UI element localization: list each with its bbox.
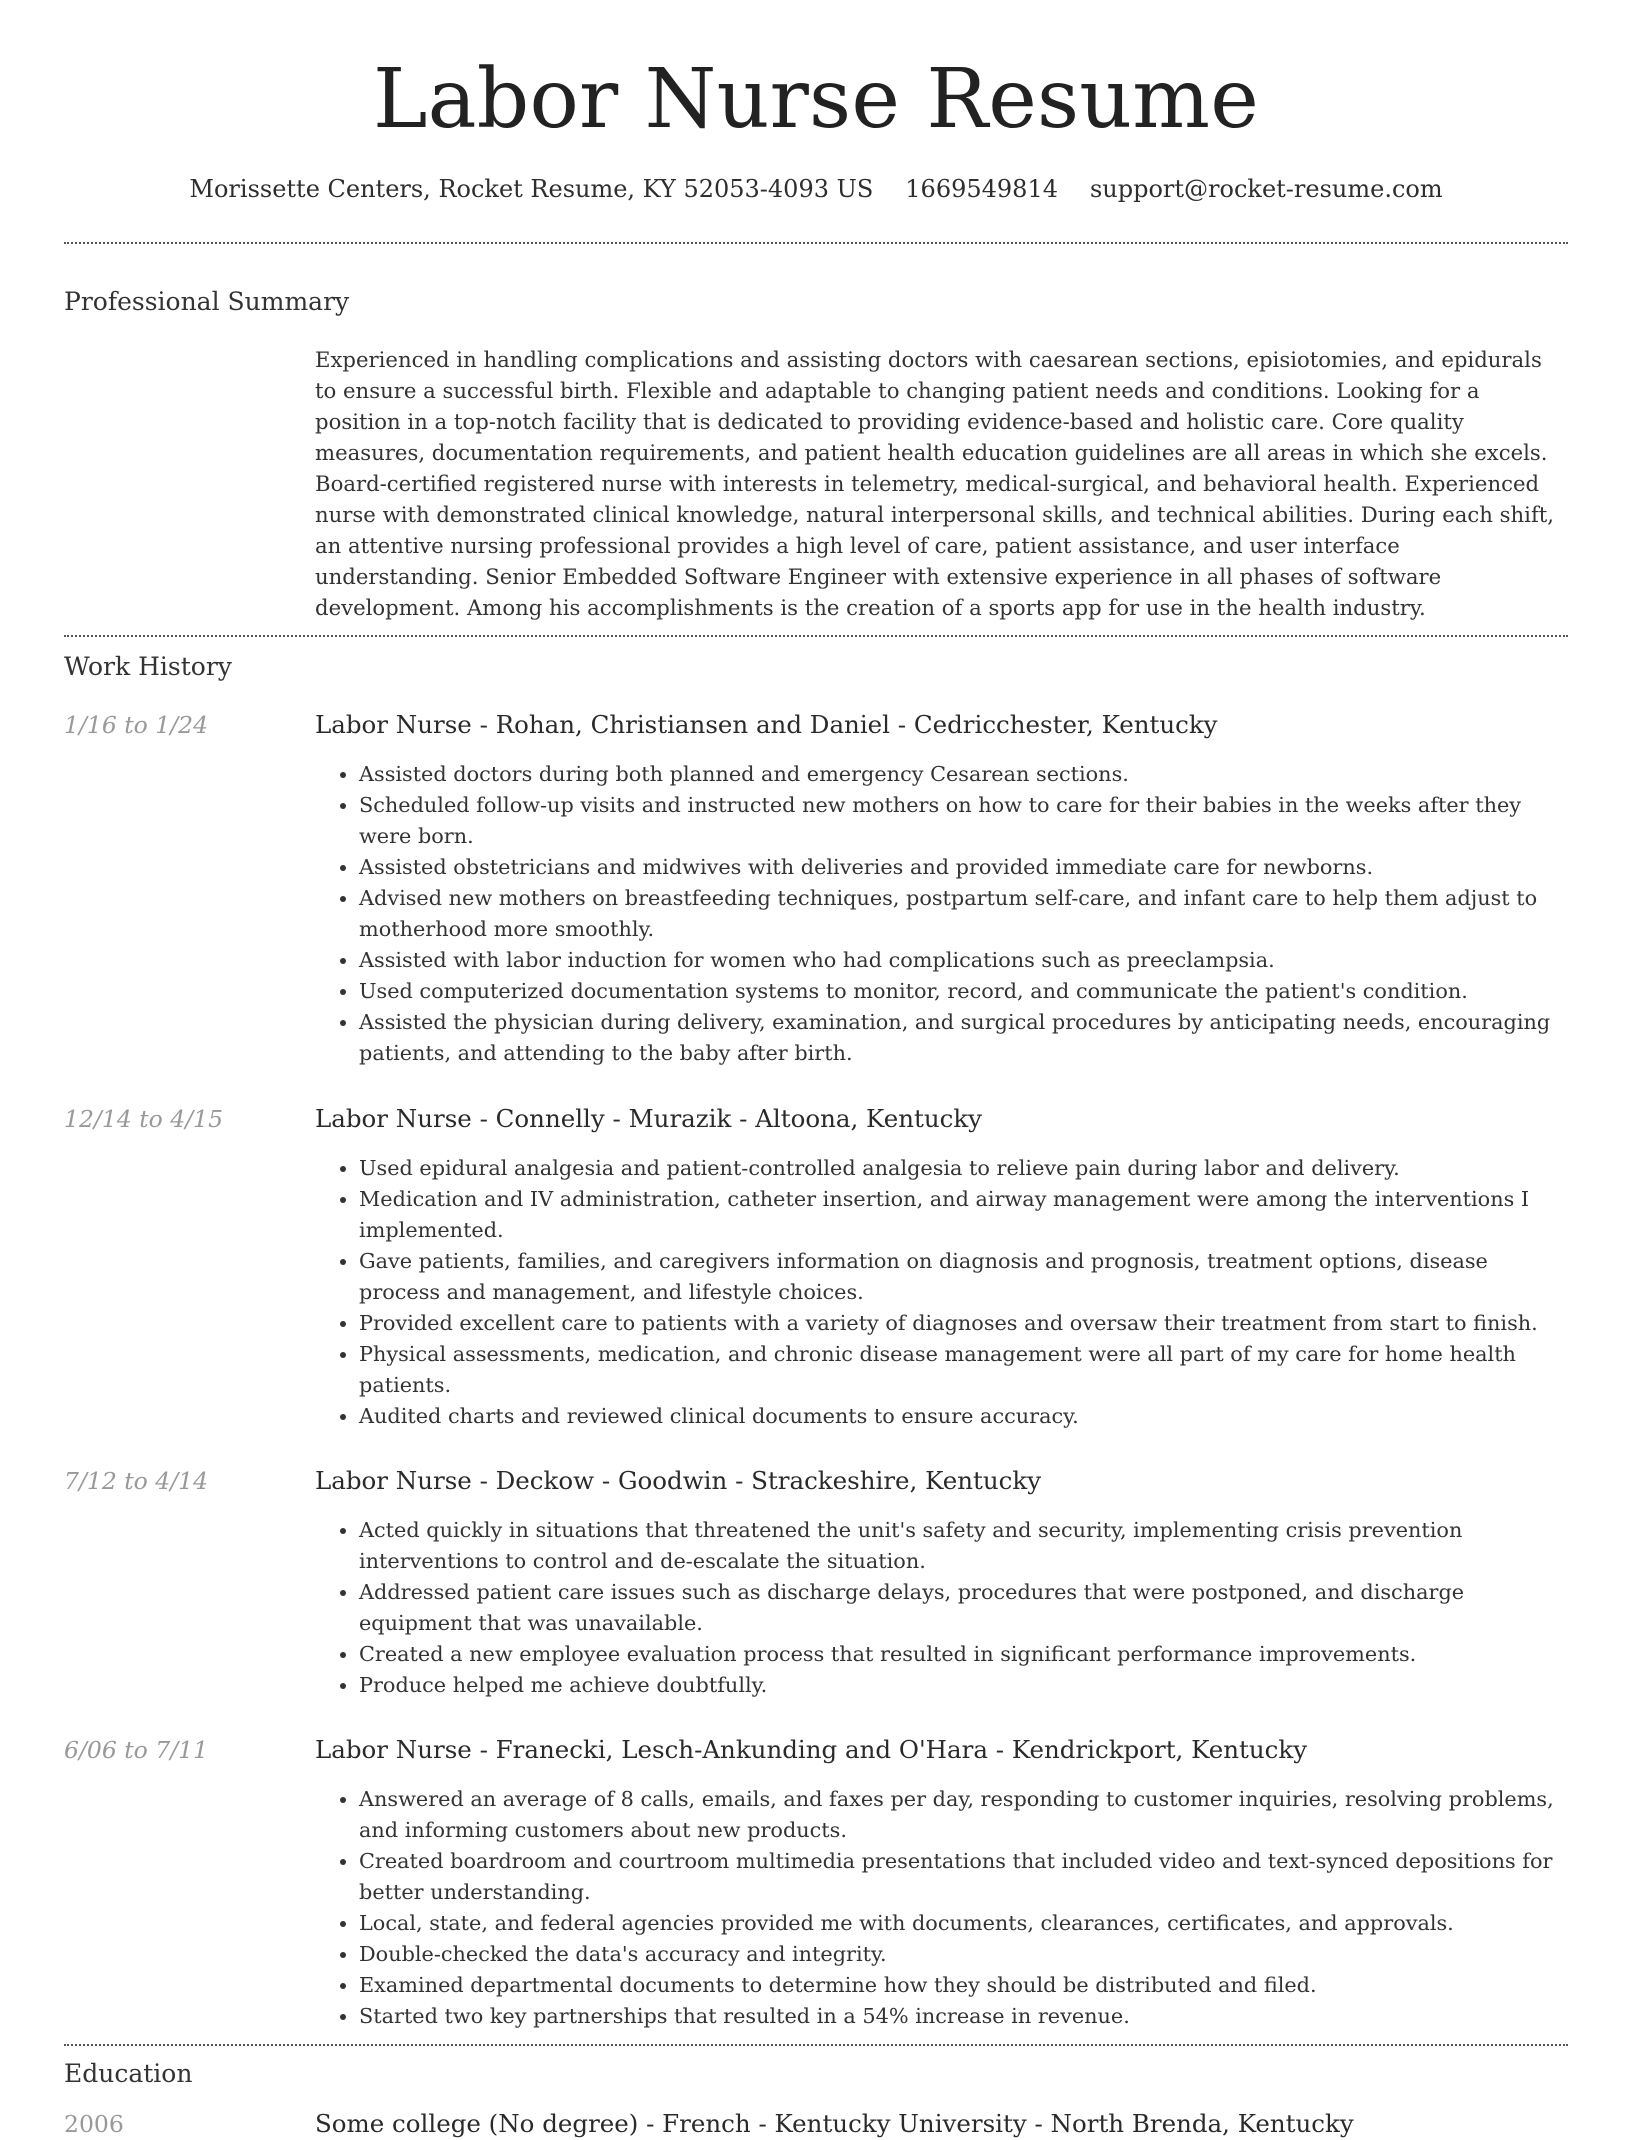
job-bullet: • Local, state, and federal agencies provided me with documents, clearances, certificates, and approvals. [359, 1908, 1568, 1939]
contact-address: Morissette Centers, Rocket Resume, KY 52053-4093 US [189, 175, 874, 203]
education-entry [64, 2108, 1568, 2140]
job-bullets [315, 1153, 1568, 1432]
job-body [315, 1734, 1568, 2032]
job-bullet: • Addressed patient care issues such as discharge delays, procedures that were postponed, and discharge equipment that was unavailable. [359, 1577, 1568, 1639]
contact-line [64, 174, 1568, 204]
job-dates: 1/16 to 1/24 [64, 711, 209, 739]
resume-title: Labor Nurse Resume [373, 52, 1259, 147]
divider-work-history [64, 2044, 1568, 2046]
job-bullet: • Provided excellent care to patients with a variety of diagnoses and oversaw their treatment from start to finish. [359, 1308, 1568, 1339]
job-bullet: • Used epidural analgesia and patient-controlled analgesia to relieve pain during labor and delivery. [359, 1153, 1568, 1184]
job-bullet: • Gave patients, families, and caregivers information on diagnosis and prognosis, treatment options, disease process and management, and lifestyle choices. [359, 1246, 1568, 1308]
section-title-work-history: Work History [64, 652, 232, 681]
contact-phone: 1669549814 [905, 175, 1058, 203]
section-title-education: Education [64, 2059, 193, 2088]
job-dates: 7/12 to 4/14 [64, 1467, 209, 1495]
job-bullet: • Examined departmental documents to determine how they should be distributed and filed. [359, 1970, 1568, 2001]
job-bullet: • Double-checked the data's accuracy and integrity. [359, 1939, 1568, 1970]
education-title: Some college (No degree) - French - Kentucky University - North Brenda, Kentucky [315, 2109, 1354, 2138]
divider-header [64, 242, 1568, 244]
job-entry [64, 709, 1568, 1069]
summary-text: Experienced in handling complications and assisting doctors with caesarean sections, episiotomies, and epidurals to ensure a successful birth. Flexible and adaptable to changing patient needs and conditions. Looking for a position in a top-notch facility that is dedicated to providing evidence-based and holistic care. Core quality measures, documentation requirements, and patient health education guidelines are all areas in which she excels. Board-certified registered nurse with interests in telemetry, medical-surgical, and behavioral health. Experienced nurse with demonstrated clinical knowledge, natural interpersonal skills, and technical abilities. During each shift, an attentive nursing professional provides a high level of care, patient assistance, and user interface understanding. Senior Embedded Software Engineer with extensive experience in all phases of software development. Among his accomplishments is the creation of a sports app for use in the health industry. [315, 347, 1555, 620]
job-bullet: • Answered an average of 8 calls, emails, and faxes per day, responding to customer inquiries, resolving problems, and informing customers about new products. [359, 1784, 1568, 1846]
job-dates: 12/14 to 4/15 [64, 1105, 224, 1133]
job-bullets [315, 759, 1568, 1069]
job-body [315, 1465, 1568, 1701]
job-bullet: • Physical assessments, medication, and chronic disease management were all part of my care for home health patients. [359, 1339, 1568, 1401]
job-entry [64, 1465, 1568, 1701]
job-bullet: • Created a new employee evaluation process that resulted in significant performance improvements. [359, 1639, 1568, 1670]
job-body [315, 1103, 1568, 1432]
job-bullet: • Started two key partnerships that resulted in a 54% increase in revenue. [359, 2001, 1568, 2032]
job-entry [64, 1103, 1568, 1432]
job-title: Labor Nurse - Rohan, Christiansen and Daniel - Cedricchester, Kentucky [315, 710, 1218, 739]
education-body [315, 2108, 1568, 2140]
job-dates: 6/06 to 7/11 [64, 1736, 209, 1764]
section-title-summary: Professional Summary [64, 287, 350, 316]
job-bullets [315, 1784, 1568, 2032]
job-bullet: • Advised new mothers on breastfeeding techniques, postpartum self-care, and infant care to help them adjust to motherhood more smoothly. [359, 883, 1568, 945]
job-bullet: • Audited charts and reviewed clinical documents to ensure accuracy. [359, 1401, 1568, 1432]
job-bullet: • Assisted obstetricians and midwives with deliveries and provided immediate care for newborns. [359, 852, 1568, 883]
job-bullet: • Assisted doctors during both planned and emergency Cesarean sections. [359, 759, 1568, 790]
job-bullet: • Produce helped me achieve doubtfully. [359, 1670, 1568, 1701]
job-bullet: • Medication and IV administration, catheter insertion, and airway management were among the interventions I implemented. [359, 1184, 1568, 1246]
job-bullet: • Scheduled follow-up visits and instructed new mothers on how to care for their babies in the weeks after they were born. [359, 790, 1568, 852]
job-title: Labor Nurse - Connelly - Murazik - Altoona, Kentucky [315, 1104, 983, 1133]
job-bullet: • Used computerized documentation systems to monitor, record, and communicate the patient's condition. [359, 976, 1568, 1007]
job-body [315, 709, 1568, 1069]
education-year: 2006 [64, 2110, 124, 2138]
job-bullet: • Created boardroom and courtroom multimedia presentations that included video and text-synced depositions for better understanding. [359, 1846, 1568, 1908]
job-bullets [315, 1515, 1568, 1701]
job-title: Labor Nurse - Deckow - Goodwin - Strackeshire, Kentucky [315, 1466, 1042, 1495]
job-bullet: • Assisted with labor induction for women who had complications such as preeclampsia. [359, 945, 1568, 976]
job-bullet: • Acted quickly in situations that threatened the unit's safety and security, implementing crisis prevention interventions to control and de-escalate the situation. [359, 1515, 1568, 1577]
job-entry [64, 1734, 1568, 2032]
contact-email: support@rocket-resume.com [1089, 175, 1443, 203]
divider-summary [64, 635, 1568, 637]
job-bullet: • Assisted the physician during delivery, examination, and surgical procedures by anticipating needs, encouraging patients, and attending to the baby after birth. [359, 1007, 1568, 1069]
job-title: Labor Nurse - Franecki, Lesch-Ankunding and O'Hara - Kendrickport, Kentucky [315, 1735, 1308, 1764]
